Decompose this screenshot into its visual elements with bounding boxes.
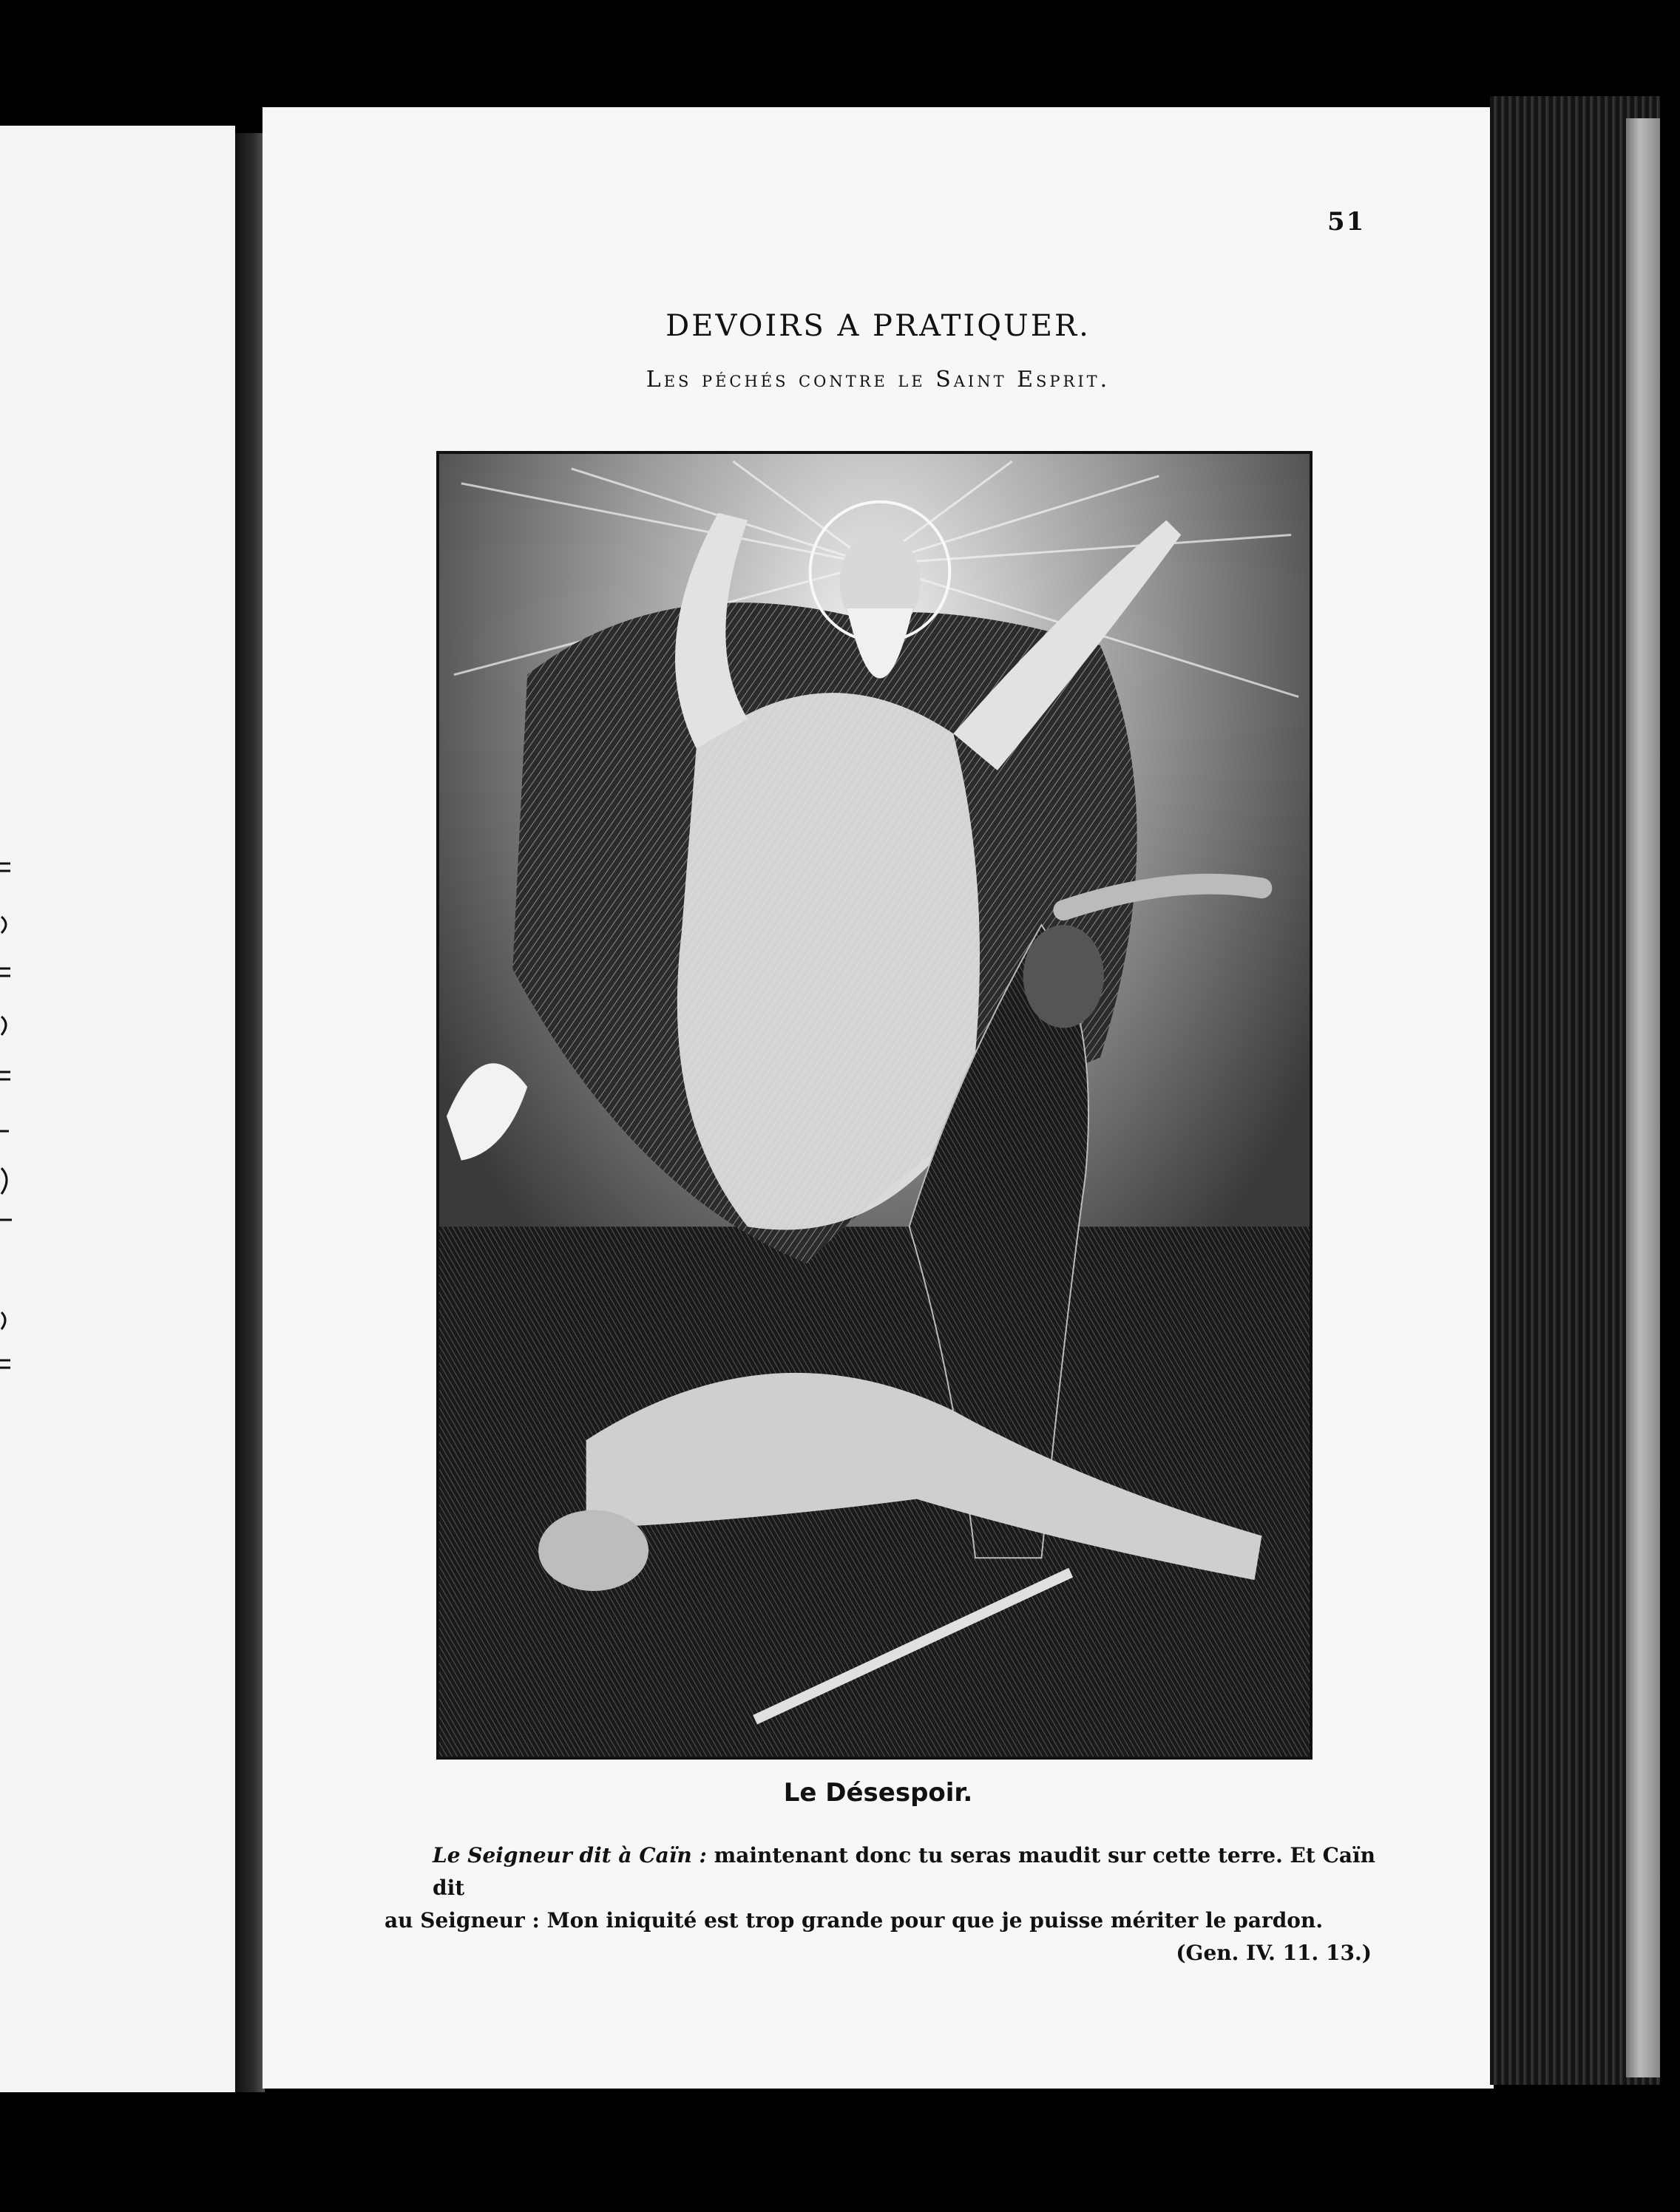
verse-reference: (Gen. IV. 11. 13.): [1176, 1941, 1372, 1965]
left-page-marginal-marks: [0, 850, 22, 1412]
verse-line-1: [385, 1839, 1394, 1904]
illustration-caption: Le Désespoir.: [783, 1778, 973, 1808]
fallen-figure-head: [538, 1510, 648, 1592]
engraving-artwork: [439, 454, 1310, 1757]
verse-line-2: au Seigneur : Mon iniquité est trop grande pour que je puisse mériter le pardon.: [385, 1908, 1324, 1933]
page-subtitle: Les péchés contre le Saint Esprit.: [646, 367, 1111, 393]
page-edge-highlight: [1626, 118, 1660, 2077]
bible-verse: [385, 1839, 1394, 1970]
verse-speaker: Le Seigneur dit à Caïn :: [433, 1843, 707, 1867]
page-number: 51: [1327, 207, 1366, 237]
page-title: DEVOIRS A PRATIQUER.: [665, 309, 1091, 343]
fleeing-figure-head: [1023, 925, 1104, 1028]
robe-shape: [677, 693, 980, 1229]
book-page-edges: [1490, 96, 1660, 2085]
left-page: [0, 126, 235, 2092]
book-gutter: [235, 133, 265, 2092]
verse-line-1-text: maintenant donc tu seras maudit sur cette terre. Et Caïn dit: [433, 1843, 1376, 1900]
engraving-illustration: [436, 451, 1312, 1760]
